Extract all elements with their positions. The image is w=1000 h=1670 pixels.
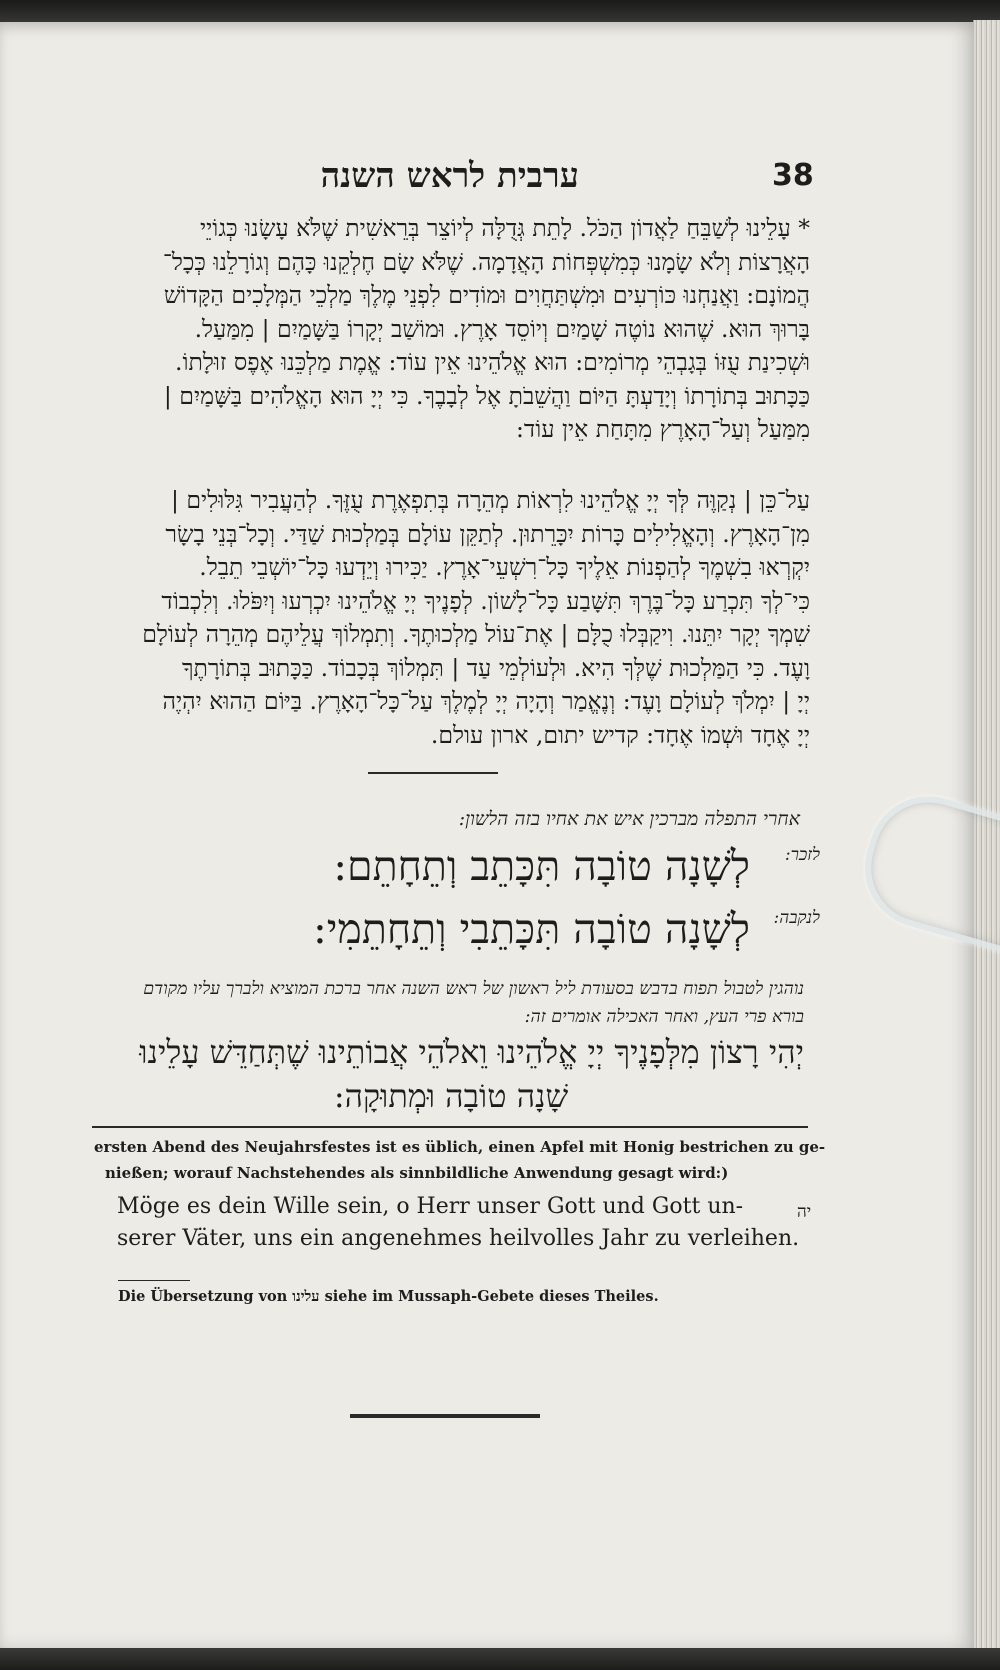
- apple-instruction-line: נוהגין לטבול תפוח בדבש בסעודת ליל ראשון של ראש השנה אחר ברכת המוציא ולברך עליו מקודם: [143, 979, 804, 999]
- page-number: 38: [772, 158, 814, 193]
- text-line: מִמַּעַל וְעַל־הָאָרֶץ מִתָּחַת אֵין עוֹד:: [515, 415, 810, 443]
- clip-bookmark: [851, 782, 1000, 954]
- book-cover-bottom: [0, 1648, 1000, 1670]
- footnote: Die Übersetzung von עלינו siehe im Mussaph-Gebete dieses Theiles.: [118, 1288, 659, 1305]
- footnote-rule: [118, 1280, 190, 1281]
- text-line: וּשְׁכִינַת עֻזּוֹ בְּגָבְהֵי מְרוֹמִים: הוּא אֱלֹהֵינוּ אֵין עוֹד: אֱמֶת מַלְכֵּנוּ אֶפֶס זוּלָתוֹ.: [175, 348, 810, 376]
- text-line: מִן־הָאָרֶץ. וְהָאֱלִילִים כָּרוֹת יִכָּרֵתוּן. לְתַקֵּן עוֹלָם בְּמַלְכוּת שַׁדַּי. וְכָל־בְּנֵי בָשָׂר: [165, 519, 810, 548]
- greeting-text: לְשָׁנָה טוֹבָה תִּכָּתֵבִי וְתֵחָתֵמִי:: [312, 905, 750, 953]
- text-line: וָעֶד. כִּי הַמַּלְכוּת שֶׁלְּךָ הִיא. וּלְעוֹלְמֵי עַד | תִּמְלוֹךְ בְּכָבוֹד. כַּכָּתוּב בְּתוֹרָתֶךָ: [182, 653, 810, 682]
- book-page: [0, 22, 974, 1650]
- greeting-label: לזכר:: [784, 845, 820, 865]
- text-line: יְיָ | יִמְלֹךְ לְעוֹלָם וָעֶד: וְנֶאֱמַר וְהָיָה יְיָ לְמֶלֶךְ עַל־כָּל־הָאָרֶץ. בַּיּוֹם הַהוּא יִהְיֶה: [162, 687, 810, 715]
- yehi-ratzon-line: שָׁנָה טוֹבָה וּמְתוּקָה:: [333, 1077, 569, 1115]
- section-divider: [368, 772, 498, 774]
- page-header-title: ערבית לראש השנה: [320, 156, 579, 196]
- german-translation-line: Möge es dein Wille sein, o Herr unser Gott und Gott un-: [117, 1194, 744, 1219]
- greeting-male: [180, 837, 820, 895]
- text-line: הָאֲרָצוֹת וְלֹא שָׂמָנוּ כְּמִשְׁפְּחוֹת הָאֲדָמָה. שֶׁלֹּא שָׂם חֶלְקֵנוּ כָּהֶם וְגוֹרָלֵנוּ כְּכָל־: [162, 247, 810, 276]
- yehi-ratzon-line: יְהִי רָצוֹן מִלְּפָנֶיךָ יְיָ אֱלֹהֵינוּ וֵאלֹהֵי אֲבוֹתֵינוּ שֶׁתְּחַדֵּשׁ עָלֵינוּ: [139, 1033, 804, 1071]
- text-line: שִׁמְךָ יְקָר יִתֵּנוּ. וִיקַבְּלוּ כֻלָּם | אֶת־עוֹל מַלְכוּתֶךָ. וְתִמְלוֹךְ עֲלֵיהֶם מְהֵרָה לְעוֹלָם: [142, 620, 810, 648]
- apple-instruction-line: בורא פרי העץ, ואחר האכילה אומרים זה:: [524, 1007, 804, 1027]
- al-ken-paragraph: [82, 484, 810, 752]
- aleinu-paragraph: [82, 212, 810, 447]
- german-section-rule: [92, 1126, 808, 1128]
- text-line: הֲמוֹנָם: וַאֲנַחְנוּ כּוֹרְעִים וּמִשְׁתַּחֲוִים וּמוֹדִים לִפְנֵי מֶלֶךְ מַלְכֵי הַמְּלָכִים הַקָּדוֹשׁ: [163, 281, 810, 309]
- text-line: בָּרוּךְ הוּא. שֶׁהוּא נוֹטֶה שָׁמַיִם וְיוֹסֵד אָרֶץ. וּמוֹשַׁב יְקָרוֹ בַּשָּׁמַיִם | מִמַּעַל.: [194, 314, 810, 343]
- greeting-female: [180, 900, 820, 958]
- text-line: כִּי־לְךָ תִּכְרַע כָּל־בֶּרֶךְ תִּשָּׁבַע כָּל־לָשׁוֹן. לְפָנֶיךָ יְיָ אֱלֹהֵינוּ יִכְרְעוּ וְיִפֹּלוּ. וְלִכְבוֹד: [161, 586, 810, 615]
- text-line: עַל־כֵּן | נְקַוֶּה לְּךָ יְיָ אֱלֹהֵינוּ לִרְאוֹת מְהֵרָה בְּתִפְאֶרֶת עֻזֶּךָ. לְהַעֲבִיר גִּלּוּלִים |: [171, 486, 810, 514]
- german-marker: יה: [797, 1202, 812, 1222]
- greeting-text: לְשָׁנָה טוֹבָה תִּכָּתֵב וְתֵחָתֵם:: [333, 842, 750, 890]
- german-note-line: ersten Abend des Neujahrsfestes ist es üblich, einen Apfel mit Honig bestrichen zu ge-: [94, 1138, 826, 1156]
- text-line: כַּכָּתוּב בְּתוֹרָתוֹ וְיָדַעְתָּ הַיּוֹם וַהֲשֵׁבֹתָ אֶל לְבָבֶךָ. כִּי יְיָ הוּא הָאֱלֹהִים בַּשָּׁמַיִם |: [163, 381, 810, 410]
- greeting-label: לנקבה:: [773, 908, 820, 928]
- german-note-line: nießen; worauf Nachstehendes als sinnbildliche Anwendung gesagt wird:): [105, 1164, 729, 1182]
- text-line: * עָלֵינוּ לְשַׁבֵּחַ לַאֲדוֹן הַכֹּל. לָתֵת גְּדֻלָּה לְיוֹצֵר בְּרֵאשִׁית שֶׁלֹּא עָשָׂנוּ כְּגוֹיֵי: [199, 214, 810, 242]
- text-line: יְיָ אֶחָד וּשְׁמוֹ אֶחָד: קדיש יתום, ארון עולם.: [430, 720, 810, 749]
- end-rule: [350, 1414, 540, 1418]
- greeting-instruction: אחרי התפלה מברכין איש את אחיו בזה הלשון:: [458, 808, 800, 830]
- german-translation-line: serer Väter, uns ein angenehmes heilvolles Jahr zu verleihen.: [117, 1226, 800, 1251]
- text-line: יִקְרְאוּ בִשְׁמֶךָ לְהַפְנוֹת אֵלֶיךָ כָּל־רִשְׁעֵי־אָרֶץ. יַכִּירוּ וְיֵדְעוּ כָּל־יוֹשְׁבֵי תֵבֵל.: [199, 553, 810, 581]
